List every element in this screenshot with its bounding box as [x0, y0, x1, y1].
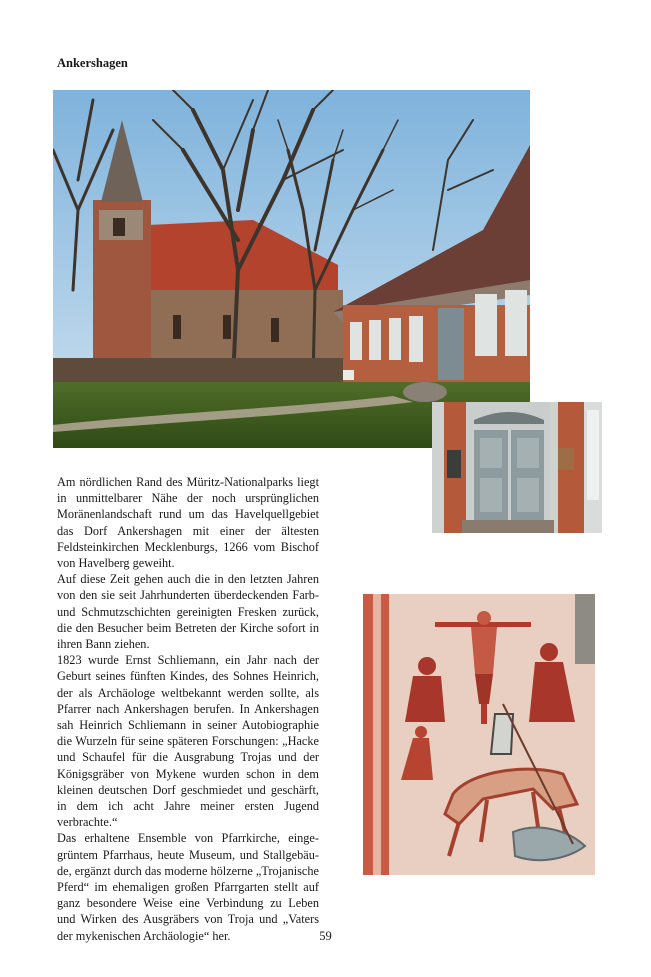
page-heading: Ankershagen: [57, 56, 128, 70]
page-number: 59: [319, 929, 332, 943]
church-parsonage-photo: [53, 90, 530, 448]
paragraph: Das erhaltene Ensemble von Pfarrkirche, eingegrüntem Pfarrhaus, heute Museum, und Stallgebäude, ergänzt durch das moderne hölzerne „Trojanische Pferd“ im ehemaligen großen Pfarrgarten stellt auf ganz besondere Weise eine Verbindung zu Leben und Wirken des Ausgräbers von Troja und „Vaters der mykenischen Archäologie“ her.: [57, 831, 319, 943]
parsonage-door-photo: [432, 402, 602, 533]
paragraph: Auf diese Zeit gehen auch die in den letzten Jahren von den sie seit Jahrhunderten überdeckenden Farb- und Schmutzschichten gereinigten Fresken zurück, die den Besucher beim Betreten der Kirche sofort in ihren Bann ziehen.: [57, 572, 319, 652]
church-fresco-photo: [363, 594, 595, 875]
body-text: [57, 474, 319, 944]
paragraph: Am nördlichen Rand des Müritz-Nationalparks liegt in unmittelbarer Nähe der noch ursprünglichen Moränenlandschaft rund um das Havelquellgebiet das Dorf Ankershagen mit einer der ältesten Feldsteinkirchen Mecklenburgs, 1266 vom Bischof von Havelberg geweiht.: [57, 475, 319, 571]
paragraph: 1823 wurde Ernst Schliemann, ein Jahr nach der Geburt seines fünften Kindes, des Sohnes Heinrich, der als Archäologe weltbekannt werden sollte, als Pfarrer nach Ankershagen berufen. In Ankershagen sah Heinrich Schliemann in seiner Autobiographie die Wurzeln für seine späteren Forschungen: „Hacke und Schaufel für die Ausgrabung Trojas und der Königsgräber von Mykene wurden schon in dem kleinen deutschen Dorf geschmiedet und geschärft, in dem ich acht Jahre meiner ersten Jugend verbrachte.“: [57, 653, 319, 830]
